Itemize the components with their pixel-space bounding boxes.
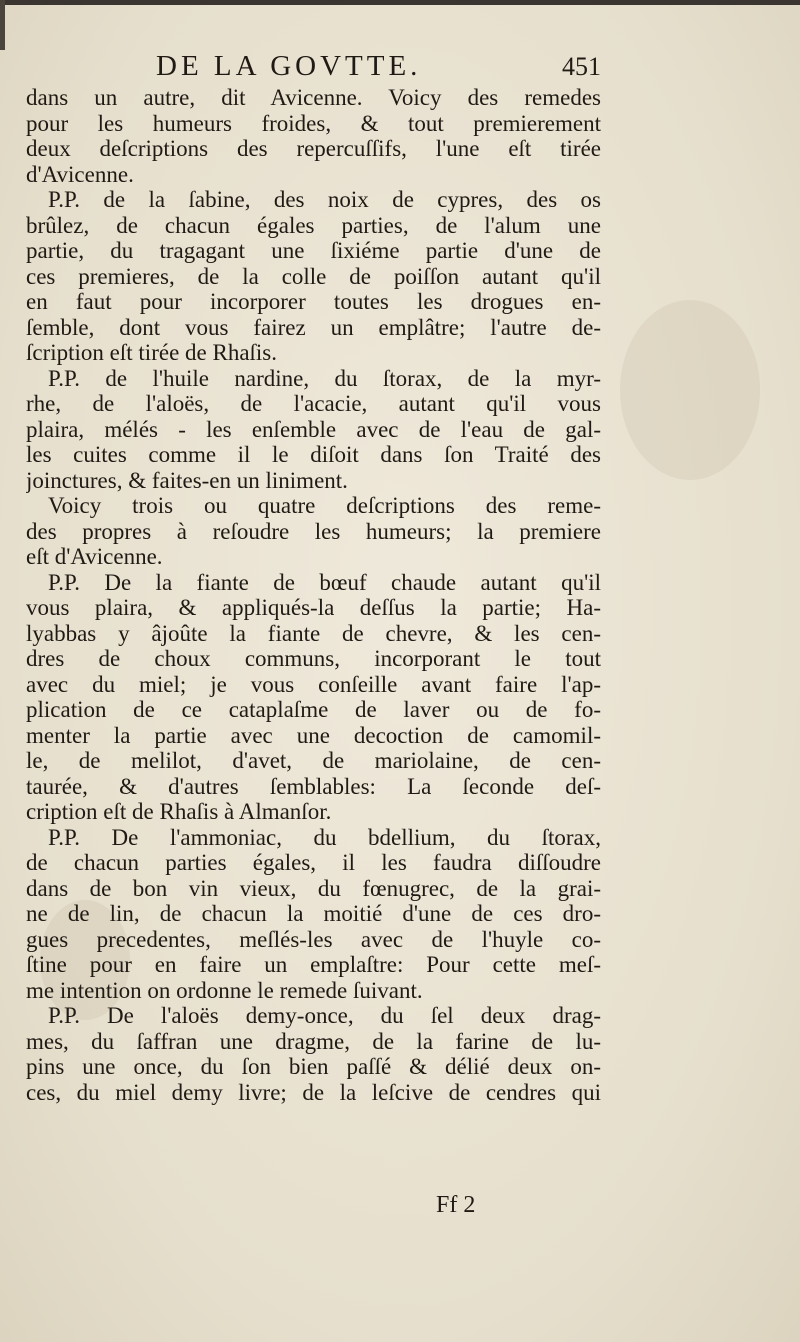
text-line: P.P. de l'huile nardine, du ſtorax, de la myr- [48,365,601,391]
text-line: ne de lin, de chacun la moitié d'une de ces dro- [26,901,601,926]
text-line: ſcription eſt tirée de Rhaſis. [26,340,278,365]
text-line: cription eſt de Rhaſis à Almanſor. [26,799,332,824]
text-line: plaira, mélés - les enſemble avec de l'eau de gal- [26,416,601,442]
text-line: dans un autre, dit Avicenne. Voicy des remedes [26,85,601,110]
page-number: 451 [562,52,601,81]
text-line: gues precedentes, meſlés-les avec de l'huyle co- [26,926,601,952]
text-line: ces premieres, de la colle de poiſſon autant qu'il [26,263,601,289]
page-left-edge [0,0,5,50]
paper-stain [620,300,760,480]
text-line: les cuites comme il le diſoit dans ſon Traité des [26,442,601,467]
text-line: taurée, & d'autres ſemblables: La ſeconde deſ- [26,773,601,799]
text-line: d'Avicenne. [26,161,134,187]
text-line: pins une once, du ſon bien paſſé & délié deux on- [26,1054,601,1079]
text-line: P.P. De l'ammoniac, du bdellium, du ſtorax, [48,824,601,850]
text-line: brûlez, de chacun égales parties, de l'alum une [26,212,601,238]
text-line: le, de melilot, d'avet, de mariolaine, de cen- [26,748,601,773]
text-line: plication de ce cataplaſme de laver ou de fo- [26,697,601,722]
text-line: des propres à reſoudre les humeurs; la premiere [26,518,601,544]
text-line: dans de bon vin vieux, du fœnugrec, de la grai- [26,875,601,901]
text-line: menter la partie avec une decoction de camomil- [26,722,601,748]
text-line: dres de choux communs, incorporant le tout [26,646,601,671]
page-header [26,50,601,90]
page-top-edge [0,0,800,5]
text-line: rhe, de l'aloës, de l'acacie, autant qu'il vous [26,391,601,416]
text-line: eſt d'Avicenne. [26,544,163,569]
text-line: Voicy trois ou quatre deſcriptions des reme- [48,493,601,518]
text-line: mes, du ſaffran une dragme, de la farine de lu- [26,1028,601,1054]
text-line: de chacun parties égales, il les faudra diſſoudre [26,850,601,875]
text-line: lyabbas y âjoûte la fiante de chevre, & les cen- [26,620,601,646]
body-text [26,85,601,1105]
signature-mark: Ff 2 [436,1192,476,1218]
text-line: ces, du miel demy livre; de la leſcive de cendres qui [26,1079,601,1105]
text-line: ſemble, dont vous fairez un emplâtre; l'autre de- [26,314,601,340]
text-line: P.P. De l'aloës demy-once, du ſel deux drag- [48,1003,601,1028]
text-line: pour les humeurs froides, & tout premierement [26,110,601,136]
text-line: avec du miel; je vous conſeille avant faire l'ap- [26,671,601,697]
text-line: ſtine pour en faire un emplaſtre: Pour cette meſ- [26,952,601,977]
running-title: DE LA GOVTTE. [156,50,422,82]
text-line: P.P. De la fiante de bœuf chaude autant qu'il [48,569,601,595]
text-line: en faut pour incorporer toutes les drogues en- [26,289,601,314]
text-line: me intention on ordonne le remede ſuivant. [26,977,423,1003]
text-line: P.P. de la ſabine, des noix de cypres, des os [48,187,601,212]
text-line: joinctures, & faites-en un liniment. [26,467,348,493]
text-line: vous plaira, & appliqués-la deſſus la partie; Ha- [26,595,601,620]
text-line: partie, du tragagant une ſixiéme partie d'une de [26,238,601,263]
page-footer [26,1192,601,1222]
text-line: deux deſcriptions des repercuſſifs, l'une eſt tirée [26,136,601,161]
